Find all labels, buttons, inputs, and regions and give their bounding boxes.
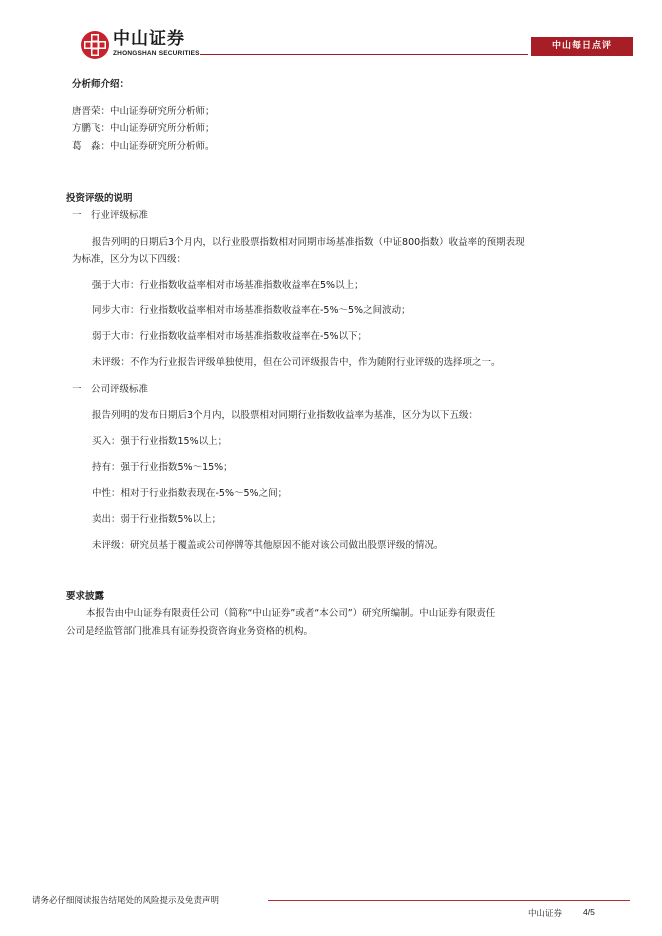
company-rating-heading: 一 公司评级标准 <box>72 384 149 395</box>
logo-text-cn: 中山证券 <box>113 29 185 49</box>
header-divider <box>200 54 528 55</box>
company-rating-intro: 报告列明的发布日期后3个月内，以股票相对同期行业指数收益率为基准，区分为以下五级： <box>92 410 479 421</box>
logo-text-en: ZHONGSHAN SECURITIES <box>113 50 200 57</box>
industry-rating-item: 同步大市：行业指数收益率相对市场基准指数收益率在-5%～5%之间波动； <box>92 305 411 316</box>
company-rating-item: 买入：强于行业指数15%以上； <box>92 436 228 447</box>
company-rating-item: 卖出：弱于行业指数5%以上； <box>92 514 222 525</box>
disclosure-title: 要求披露 <box>66 591 105 602</box>
industry-rating-item: 强于大市：行业指数收益率相对市场基准指数收益率在5%以上； <box>92 280 364 291</box>
report-type-badge: 中山每日点评 <box>531 37 633 56</box>
company-rating-item: 中性：相对于行业指数表现在-5%～5%之间； <box>92 488 288 499</box>
footer-disclaimer-note: 请务必仔细阅读报告结尾处的风险提示及免责声明 <box>32 896 220 906</box>
disclosure-text-cont: 公司是经监管部门批准具有证券投资咨询业务资格的机构。 <box>66 626 314 637</box>
disclosure-text: 本报告由中山证券有限责任公司（简称“中山证券”或者“本公司”）研究所编制。中山证券有限责任 <box>86 608 496 619</box>
industry-rating-item: 未评级：不作为行业报告评级单独使用，但在公司评级报告中，作为随附行业评级的选择项之一。 <box>92 357 501 368</box>
company-rating-item: 持有：强于行业指数5%～15%； <box>92 462 233 473</box>
analysts-title: 分析师介绍： <box>72 79 130 90</box>
industry-rating-heading: 一 行业评级标准 <box>72 210 149 221</box>
analyst-item: 方鹏飞：中山证券研究所分析师； <box>72 123 215 134</box>
company-logo-icon <box>80 30 110 60</box>
analyst-item: 唐晋荣：中山证券研究所分析师； <box>72 106 215 117</box>
analyst-item: 葛 淼：中山证券研究所分析师。 <box>72 141 215 152</box>
industry-rating-intro: 报告列明的日期后3个月内，以行业股票指数相对同期市场基准指数（中证800指数）收益率的预期表现 <box>92 237 525 248</box>
industry-rating-item: 弱于大市：行业指数收益率相对市场基准指数收益率在-5%以下； <box>92 331 367 342</box>
footer-divider <box>268 900 630 901</box>
industry-rating-intro-cont: 为标准，区分为以下四级： <box>72 254 187 265</box>
rating-title: 投资评级的说明 <box>66 193 133 204</box>
footer-company: 中山证券 <box>528 909 563 919</box>
page-number: 4/5 <box>583 907 595 917</box>
company-rating-item: 未评级：研究员基于覆盖或公司停牌等其他原因不能对该公司做出股票评级的情况。 <box>92 540 444 551</box>
